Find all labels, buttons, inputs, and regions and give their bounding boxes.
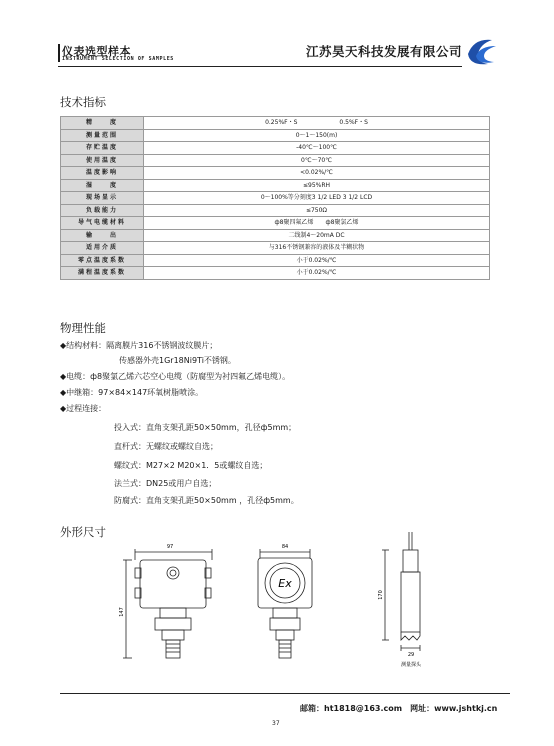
spec-row [61,129,490,142]
footer-rule [60,693,510,694]
spec-row [61,267,490,280]
phys-line: ◆中继箱：97×84×147环氧树脂喷涂。 [60,388,204,397]
phys-line: 螺纹式：M27×2 M20×1．5或螺纹自选； [114,461,268,470]
phys-line: 投入式：直角支架孔距50×50mm，孔径ф5mm； [114,423,297,432]
spec-row [61,179,490,192]
phys-line: ◆电缆：ф8聚氯乙烯六芯空心电缆（防腐型为衬四氟乙烯电缆）。 [60,372,291,381]
ex-mark: Ex [278,577,292,590]
probe-drawing [375,530,435,670]
phys-line: ◆过程连接： [60,404,107,413]
spec-row [61,229,490,242]
spec-row [61,167,490,180]
spec-value: 0℃～70℃ [144,154,490,167]
spec-label: 存贮温度 [61,142,144,155]
spec-row [61,242,490,255]
footer-contact: 邮箱：ht1818@163.com 网址：www.jshtkj.cn [300,704,498,713]
phys-line: 防腐式：直角支架孔距50×50mm ，孔径ф5mm。 [114,496,299,505]
header-bar [58,44,60,62]
spec-label: 适用介质 [61,242,144,255]
spec-label: 使用温度 [61,154,144,167]
dim-97: 97 [166,544,174,550]
phys-line: ◆结构材料：隔离膜片316不锈钢波纹膜片； [60,341,218,350]
tech-section-title: 技术指标 [60,95,106,109]
spec-label: 输 出 [61,229,144,242]
spec-row [61,192,490,205]
dims-section-title: 外形尺寸 [60,525,106,539]
side-view-drawing [250,540,320,675]
spec-value: <0.02%/℃ [144,167,490,180]
spec-label: 零点温度系数 [61,254,144,267]
spec-value: 0.25%F・S 0.5%F・S [144,117,490,130]
phys-line: 传感器外壳1Gr18Ni9Ti不锈钢。 [119,356,236,365]
spec-label: 导气电缆材料 [61,217,144,230]
spec-value: ≤95%RH [144,179,490,192]
dim-84: 84 [281,544,289,550]
spec-table [60,116,490,280]
company-name: 江苏昊天科技发展有限公司 [306,44,463,59]
spec-value: 二线制4～20mA DC [144,229,490,242]
spec-value: 与316不锈钢兼容的液体及半糊状物 [144,242,490,255]
spec-value: 小于0.02%/℃ [144,267,490,280]
spec-value: -40℃～100℃ [144,142,490,155]
phys-section-title: 物理性能 [60,321,106,335]
header-title-cn: 仪表选型样本 [62,45,131,58]
spec-label: 负载能力 [61,204,144,217]
spec-label: 温度影响 [61,167,144,180]
spec-row [61,142,490,155]
spec-value: ≤750Ω [144,204,490,217]
spec-row [61,204,490,217]
front-view-drawing [120,540,230,675]
spec-label: 满程温度系数 [61,267,144,280]
spec-label: 现场显示 [61,192,144,205]
spec-row [61,117,490,130]
header-rule [58,66,462,67]
spec-value: 0～100%等分刻度3 1/2 LED 3 1/2 LCD [144,192,490,205]
spec-label: 测量范围 [61,129,144,142]
dim-29: 29 [407,652,415,658]
spec-label: 精 度 [61,117,144,130]
phys-line: 法兰式：DN25或用户自选； [114,479,217,488]
phys-line: 直杆式：无螺纹或螺纹自选； [114,442,218,451]
dim-170: 170 [378,590,384,600]
spec-row [61,217,490,230]
spec-row [61,254,490,267]
header-title-en: INSTRUMENT SELECTION OF SAMPLES [62,56,174,62]
spec-label: 湿 度 [61,179,144,192]
spec-row [61,154,490,167]
company-logo [462,34,502,68]
spec-value: 0～1～150(m) [144,129,490,142]
spec-value: ф8聚四氟乙烯 ф8聚氯乙烯 [144,217,490,230]
dim-147: 147 [119,607,125,617]
page-number: 37 [272,720,280,727]
spec-value: 小于0.02%/℃ [144,254,490,267]
probe-label: 测量探头 [400,662,422,668]
